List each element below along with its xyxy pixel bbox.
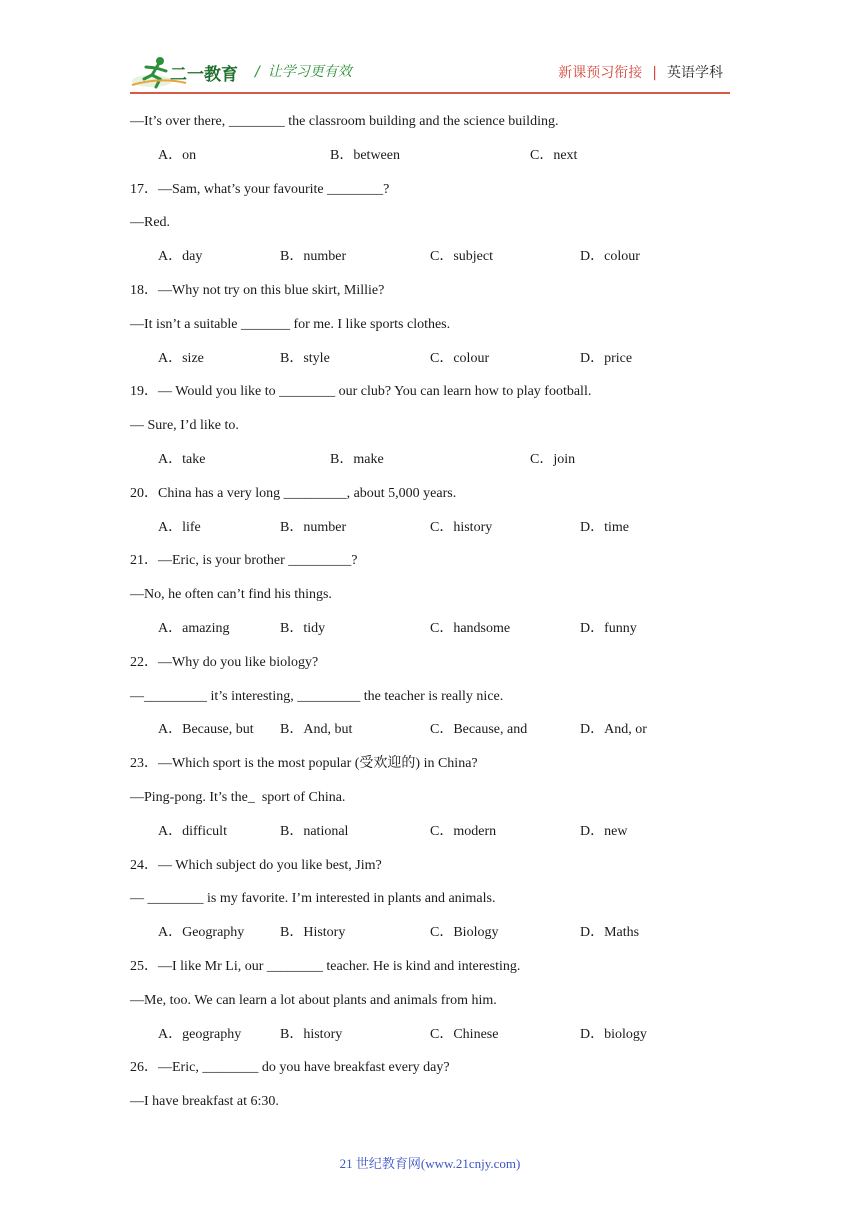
answer-option[interactable]: B．History xyxy=(280,925,346,941)
answer-option[interactable]: D．price xyxy=(580,350,633,366)
answer-option[interactable]: B．And, but xyxy=(280,722,353,738)
answer-option[interactable]: C．history xyxy=(430,519,493,535)
question-response: —_________ it’s interesting, _________ the teacher is really nice. xyxy=(130,688,504,704)
answer-option[interactable]: A．Geography xyxy=(158,925,245,941)
answer-option[interactable]: A．Because, but xyxy=(158,722,254,738)
answer-option[interactable]: C．subject xyxy=(430,249,493,265)
question-block xyxy=(130,551,750,652)
option-row xyxy=(130,923,750,957)
option-row xyxy=(130,1025,750,1059)
answer-option[interactable]: D．time xyxy=(580,519,629,535)
question-stem: 25．—I like Mr Li, our ________ teacher. He is kind and interesting. xyxy=(130,958,521,974)
option-row xyxy=(130,247,750,281)
option-row xyxy=(130,146,750,180)
question-stem: 17．—Sam, what’s your favourite ________? xyxy=(130,181,390,197)
question-block xyxy=(130,856,750,957)
answer-option[interactable]: D．biology xyxy=(580,1026,647,1042)
answer-option[interactable]: A．take xyxy=(158,451,206,467)
header-separator: | xyxy=(652,65,657,81)
header-right xyxy=(558,62,723,82)
answer-option[interactable]: A．amazing xyxy=(158,620,230,636)
answer-option[interactable]: C．handsome xyxy=(430,620,511,636)
question-list xyxy=(130,112,750,1126)
answer-option[interactable]: D．funny xyxy=(580,620,637,636)
option-row xyxy=(130,619,750,653)
question-stem: 22．—Why do you like biology? xyxy=(130,654,319,670)
question-response: —It isn’t a suitable _______ for me. I like sports clothes. xyxy=(130,316,451,332)
answer-option[interactable]: D．And, or xyxy=(580,722,647,738)
answer-option[interactable]: B．make xyxy=(330,451,384,467)
question-stem: 20．China has a very long _________, about 5,000 years. xyxy=(130,485,457,501)
question-block xyxy=(130,653,750,754)
answer-option[interactable]: A．life xyxy=(158,519,201,535)
header-rule xyxy=(130,92,730,94)
runner-logo-icon xyxy=(130,55,250,91)
question-response: —I have breakfast at 6:30. xyxy=(130,1094,279,1110)
question-response: —Me, too. We can learn a lot about plants and animals from him. xyxy=(130,992,497,1008)
option-row xyxy=(130,720,750,754)
answer-option[interactable]: B．number xyxy=(280,519,347,535)
slogan xyxy=(255,61,352,81)
answer-option[interactable]: B．national xyxy=(280,823,349,839)
answer-option[interactable]: D．new xyxy=(580,823,628,839)
question-block xyxy=(130,484,750,552)
answer-option[interactable]: C．colour xyxy=(430,350,490,366)
option-row xyxy=(130,349,750,383)
question-block xyxy=(130,1058,750,1126)
question-block xyxy=(130,957,750,1058)
option-row xyxy=(130,450,750,484)
answer-option[interactable]: D．Maths xyxy=(580,925,640,941)
answer-option[interactable]: B．between xyxy=(330,147,400,163)
answer-option[interactable]: C．next xyxy=(530,147,578,163)
question-stem: 21．—Eric, is your brother _________? xyxy=(130,553,358,569)
answer-option[interactable]: C．modern xyxy=(430,823,497,839)
answer-option[interactable]: A．geography xyxy=(158,1026,242,1042)
answer-option[interactable]: C．Chinese xyxy=(430,1026,499,1042)
question-block xyxy=(130,382,750,483)
answer-option[interactable]: B．style xyxy=(280,350,330,366)
course-label: 新课预习衔接 xyxy=(558,65,643,81)
answer-option[interactable]: B．history xyxy=(280,1026,343,1042)
answer-option[interactable]: B．tidy xyxy=(280,620,326,636)
question-block xyxy=(130,281,750,382)
question-response: — ________ is my favorite. I’m interested in plants and animals. xyxy=(130,891,496,907)
footer: 21 世纪教育网(www.21cnjy.com) xyxy=(339,1156,521,1171)
question-stem: 18．—Why not try on this blue skirt, Millie? xyxy=(130,282,385,298)
answer-option[interactable]: B．number xyxy=(280,249,347,265)
logo xyxy=(130,55,250,91)
option-row xyxy=(130,518,750,552)
answer-option[interactable]: D．colour xyxy=(580,249,640,265)
answer-option[interactable]: C．Biology xyxy=(430,925,499,941)
subject-label: 英语学科 xyxy=(667,65,723,81)
page-header xyxy=(0,0,860,100)
question-response: —Red. xyxy=(130,215,171,231)
logo-text: 二一教育 xyxy=(170,65,238,85)
slash-divider: / xyxy=(255,64,260,80)
answer-option[interactable]: A．size xyxy=(158,350,204,366)
answer-option[interactable]: A．difficult xyxy=(158,823,227,839)
question-response: —No, he often can’t find his things. xyxy=(130,587,332,603)
question-block xyxy=(130,754,750,855)
question-response: — Sure, I’d like to. xyxy=(130,418,239,434)
question-block xyxy=(130,112,750,180)
answer-option[interactable]: C．Because, and xyxy=(430,722,528,738)
question-stem: 26．—Eric, ________ do you have breakfast every day? xyxy=(130,1060,450,1076)
question-block xyxy=(130,180,750,281)
answer-option[interactable]: A．on xyxy=(158,147,197,163)
slogan-text: 让学习更有效 xyxy=(267,64,352,80)
question-response: —Ping-pong. It’s the_ sport of China. xyxy=(130,789,346,805)
question-stem: 23．—Which sport is the most popular (受欢迎的) in China? xyxy=(130,756,478,772)
question-stem: 19．— Would you like to ________ our club? You can learn how to play football. xyxy=(130,384,592,400)
option-row xyxy=(130,822,750,856)
answer-option[interactable]: A．day xyxy=(158,249,203,265)
question-stem: —It’s over there, ________ the classroom building and the science building. xyxy=(130,114,559,129)
answer-option[interactable]: C．join xyxy=(530,451,576,467)
question-stem: 24．— Which subject do you like best, Jim? xyxy=(130,857,382,873)
